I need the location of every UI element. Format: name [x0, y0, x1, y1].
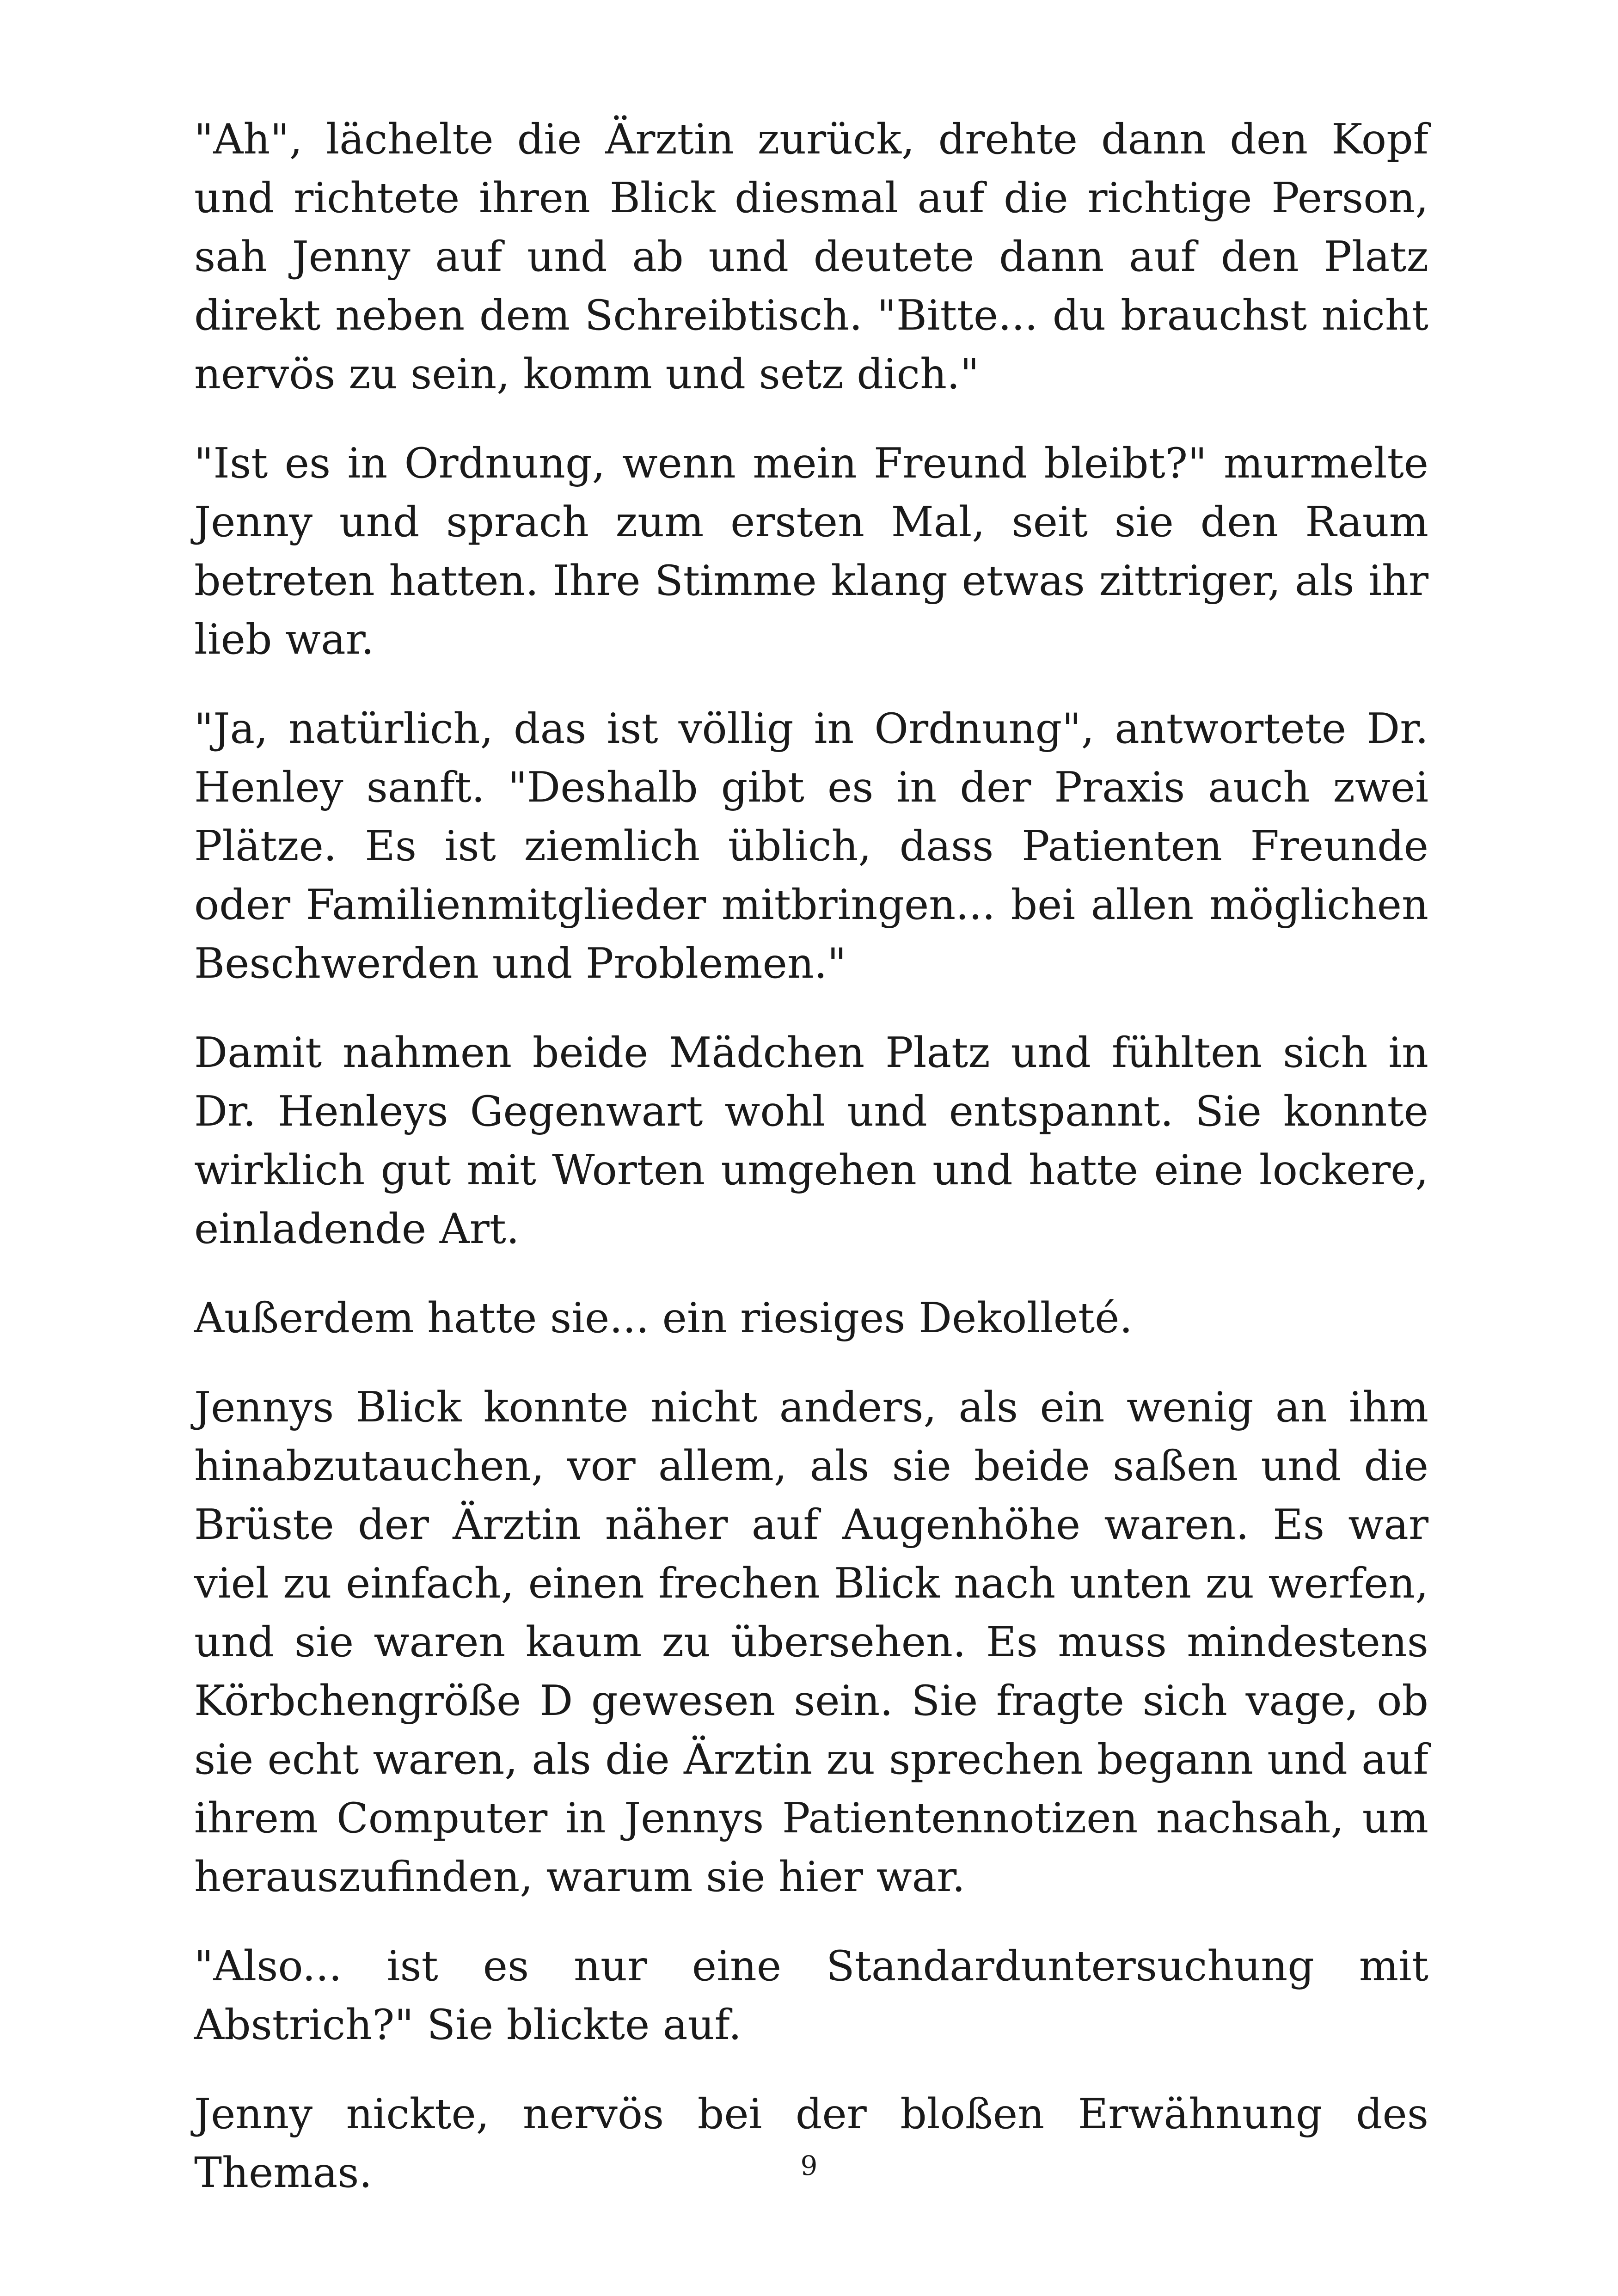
paragraph: Jenny nickte, nervös bei der bloßen Erwähnung des Themas. [194, 2090, 1428, 2197]
paragraph: Jennys Blick konnte nicht anders, als ein wenig an ihm hinabzutauchen, vor allem, als sie beide saßen und die Brüste der Ärztin näher auf Augenhöhe waren. Es war viel zu einfach, einen frechen Blick nach unten zu werfen, und sie waren kaum zu übersehen. Es muss mindestens Körbchengröße D gewesen sein. Sie fragte sich vage, ob sie echt waren, als die Ärztin zu sprechen begann und auf ihrem Computer in Jennys Patientennotizen nachsah, um herauszufinden, warum sie hier war. [194, 1383, 1428, 1901]
paragraph: "Also... ist es nur eine Standarduntersuchung mit Abstrich?" Sie blickte auf. [194, 1942, 1428, 2049]
paragraph: Damit nahmen beide Mädchen Platz und fühlten sich in Dr. Henleys Gegenwart wohl und entspannt. Sie konnte wirklich gut mit Worten umgehen und hatte eine lockere, einladende Art. [194, 1029, 1428, 1253]
page-number: 9 [800, 2150, 818, 2181]
paragraph: "Ah", lächelte die Ärztin zurück, drehte dann den Kopf und richtete ihren Blick diesmal auf die richtige Person, sah Jenny auf und ab und deutete dann auf den Platz direkt neben dem Schreibtisch. "Bitte... du brauchst nicht nervös zu sein, komm und setz dich." [194, 115, 1428, 398]
paragraph: Außerdem hatte sie... ein riesiges Dekolleté. [194, 1294, 1133, 1342]
paragraph: "Ist es in Ordnung, wenn mein Freund bleibt?" murmelte Jenny und sprach zum ersten Mal, seit sie den Raum betreten hatten. Ihre Stimme klang etwas zittriger, als ihr lieb war. [194, 439, 1428, 664]
body-text [194, 110, 1428, 2233]
paragraph: "Ja, natürlich, das ist völlig in Ordnung", antwortete Dr. Henley sanft. "Deshalb gibt es in der Praxis auch zwei Plätze. Es ist ziemlich üblich, dass Patienten Freunde oder Familienmitglieder mitbringen... bei allen möglichen Beschwerden und Problemen." [194, 704, 1428, 988]
